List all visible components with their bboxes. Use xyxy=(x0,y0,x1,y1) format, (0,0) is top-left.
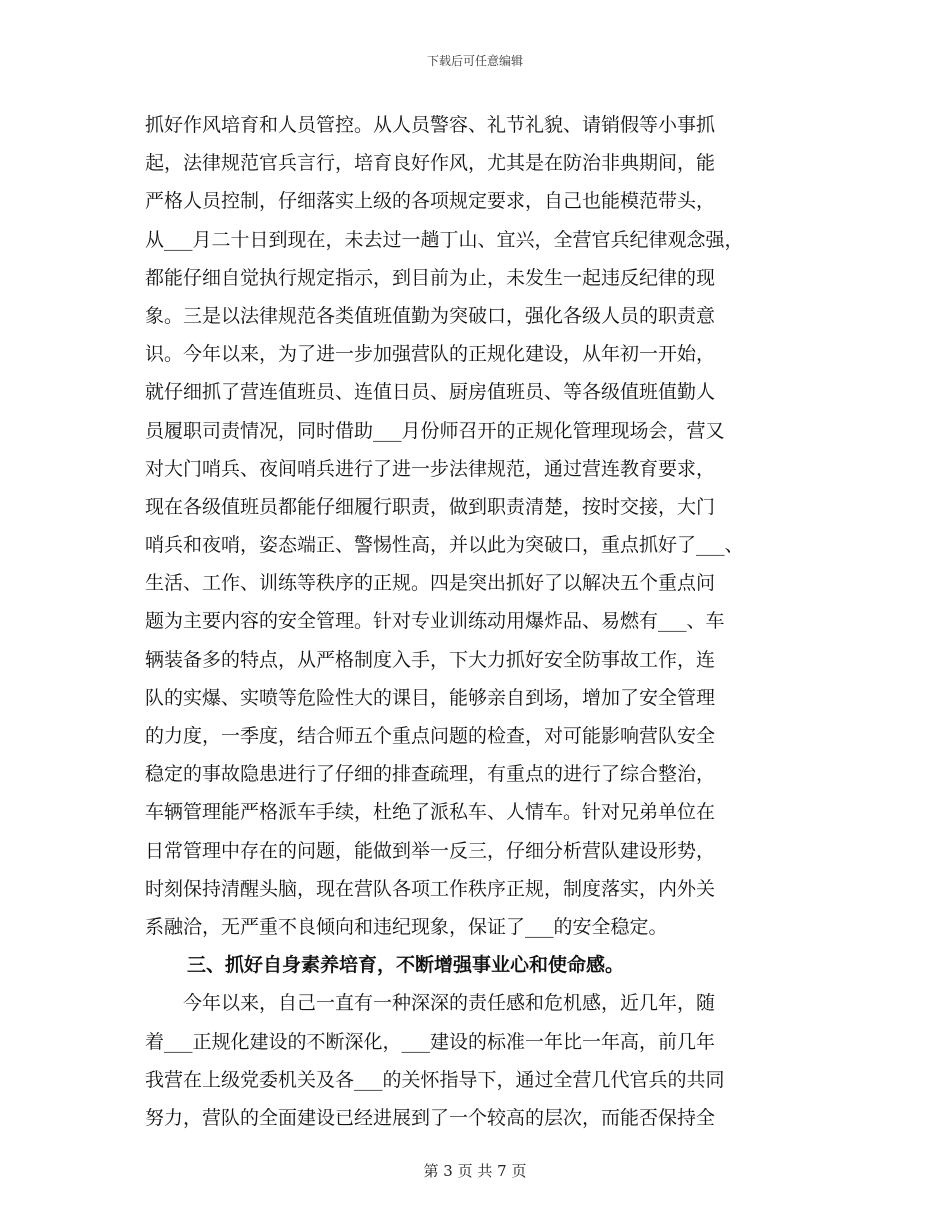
text-line: 今年以来，自己一直有一种深深的责任感和危机感，近几年，随 xyxy=(183,992,716,1015)
text-line: 时刻保持清醒头脑，现在营队各项工作秩序正规，制度落实，内外关 xyxy=(145,877,716,900)
page-footer: 第 3 页 共 7 页 xyxy=(423,1162,527,1180)
text-line: 的力度，一季度，结合师五个重点问题的检查，对可能影响营队安全 xyxy=(145,725,716,747)
text-line: 现在各级值班员都能仔细履行职责，做到职责清楚，按时交接，大门 xyxy=(145,495,716,518)
text-line: 从___月二十日到现在，未去过一趟丁山、宜兴，全营官兵纪律观念强， xyxy=(145,228,744,251)
text-line: 题为主要内容的安全管理。针对专业训练动用爆炸品、易燃有___、车 xyxy=(145,610,725,633)
text-line: 都能仔细自觉执行规定指示，到目前为止，未发生一起违反纪律的现 xyxy=(145,266,716,289)
section-heading: 三、抓好自身素养培育，不断增强事业心和使命感。 xyxy=(187,954,625,977)
text-line: 队的实爆、实喷等危险性大的课目，能够亲自到场，增加了安全管理 xyxy=(145,686,716,709)
document-body xyxy=(145,106,805,1137)
text-line: 哨兵和夜哨，姿态端正、警惕性高，并以此为突破口，重点抓好了___、 xyxy=(145,534,744,557)
text-line: 象。三是以法律规范各类值班值勤为突破口，强化各级人员的职责意 xyxy=(145,304,716,327)
text-line: 系融洽，无严重不良倾向和违纪现象，保证了___的安全稳定。 xyxy=(145,915,668,938)
text-line: 识。今年以来，为了进一步加强营队的正规化建设，从年初一开始， xyxy=(145,343,716,366)
text-line: 日常管理中存在的问题，能做到举一反三，仔细分析营队建设形势， xyxy=(145,839,716,862)
text-line: 努力，营队的全面建设已经进展到了一个较高的层次，而能否保持全 xyxy=(145,1106,716,1129)
text-line: 车辆管理能严格派车手续，杜绝了派私车、人情车。针对兄弟单位在 xyxy=(145,801,716,824)
text-line: 生活、工作、训练等秩序的正规。四是突出抓好了以解决五个重点问 xyxy=(145,572,716,595)
text-line: 抓好作风培育和人员管控。从人员警容、礼节礼貌、请销假等小事抓 xyxy=(145,114,716,136)
text-line: 就仔细抓了营连值班员、连值日员、厨房值班员、等各级值班值勤人 xyxy=(145,381,716,404)
page-header: 下载后可任意编辑 xyxy=(426,54,523,68)
text-line: 起，法律规范官兵言行，培育良好作风，尤其是在防治非典期间，能 xyxy=(145,152,716,175)
text-line: 我营在上级党委机关及各___的关怀指导下，通过全营几代官兵的共同 xyxy=(145,1068,725,1091)
text-line: 严格人员控制，仔细落实上级的各项规定要求，自己也能模范带头， xyxy=(145,190,716,213)
text-line: 员履职司责情况，同时借助___月份师召开的正规化管理现场会，营又 xyxy=(145,419,725,442)
text-line: 稳定的事故隐患进行了仔细的排查疏理，有重点的进行了综合整治， xyxy=(145,763,716,786)
text-line: 对大门哨兵、夜间哨兵进行了进一步法律规范，通过营连教育要求， xyxy=(145,457,716,480)
text-line: 着___正规化建设的不断深化，___建设的标准一年比一年高，前几年 xyxy=(145,1030,716,1053)
text-line: 辆装备多的特点，从严格制度入手，下大力抓好安全防事故工作，连 xyxy=(145,648,716,671)
